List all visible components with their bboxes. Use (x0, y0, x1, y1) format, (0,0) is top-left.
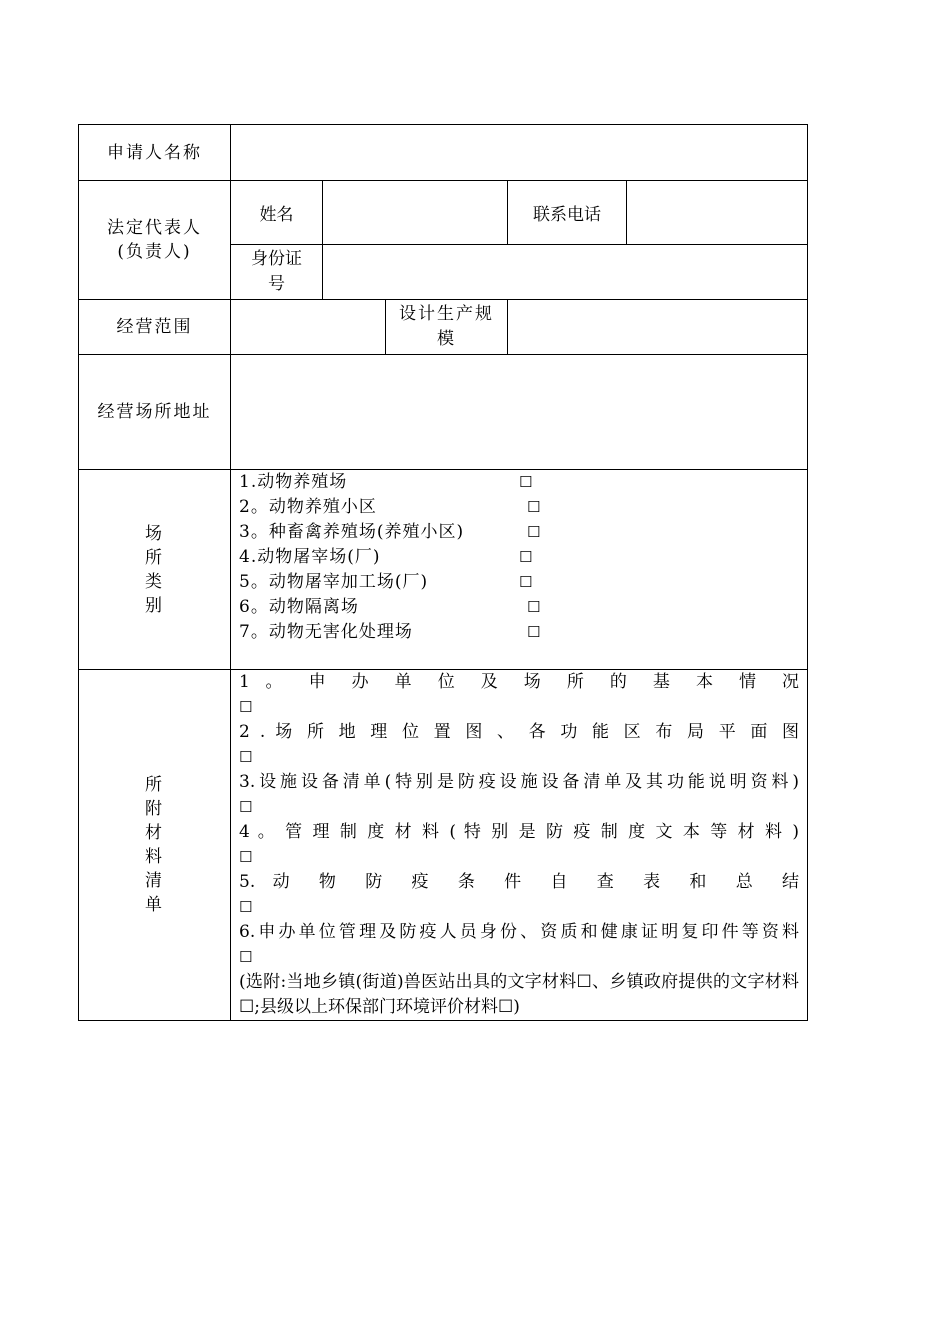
id-label-line1: 身份证 (251, 249, 302, 269)
business-scope-field[interactable] (231, 300, 386, 355)
legal-rep-label-line1: 法定代表人 (107, 218, 202, 238)
checkbox-icon[interactable]: ☐ (239, 698, 253, 716)
phone-field[interactable] (627, 181, 808, 245)
category-option-text: 6。动物隔离场 (239, 597, 359, 617)
category-row (79, 470, 808, 670)
id-number-field[interactable] (323, 245, 808, 300)
category-option-5[interactable] (239, 570, 799, 595)
checkbox-icon[interactable]: ☐ (239, 948, 253, 966)
scope-row (79, 300, 808, 355)
material-item-2 (239, 720, 799, 770)
id-number-label (231, 245, 323, 300)
material-item-1 (239, 670, 799, 720)
category-label (79, 470, 231, 670)
design-scale-label (386, 300, 508, 355)
checkbox-icon[interactable]: ☐ (239, 748, 253, 766)
material-item-text: 4 。 管 理 制 度 材 料 ( 特 别 是 防 疫 制 度 文 本 等 材 料 ) (239, 822, 800, 842)
id-label-line2: 号 (268, 274, 285, 294)
materials-label-char: 单 (145, 895, 164, 915)
application-form-table (78, 124, 808, 1021)
category-option-text: 3。种畜禽养殖场(养殖小区) (239, 522, 465, 542)
checkbox-icon[interactable]: ☐ (527, 623, 541, 641)
category-label-char: 所 (145, 547, 164, 568)
category-label-char: 场 (145, 523, 164, 544)
legal-rep-label (79, 181, 231, 300)
material-item-text: 5. 动 物 防 疫 条 件 自 查 表 和 总 结 (239, 872, 800, 892)
category-options (231, 470, 808, 670)
category-option-6[interactable] (239, 595, 799, 620)
name-field[interactable] (323, 181, 508, 245)
materials-list (231, 670, 808, 1021)
phone-label: 联系电话 (508, 181, 627, 245)
category-option-text: 1.动物养殖场 (239, 472, 348, 492)
legal-rep-label-line2: (负责人) (117, 242, 192, 262)
material-item-5 (239, 870, 799, 920)
category-label-char: 别 (145, 595, 164, 616)
category-label-char: 类 (145, 571, 164, 592)
checkbox-icon[interactable]: ☐ (519, 548, 533, 566)
address-label: 经营场所地址 (79, 355, 231, 470)
checkbox-icon[interactable]: ☐ (527, 598, 541, 616)
category-option-1[interactable] (239, 470, 799, 495)
checkbox-icon[interactable]: ☐ (519, 573, 533, 591)
materials-row (79, 670, 808, 1021)
category-option-text: 7。动物无害化处理场 (239, 622, 413, 642)
material-item-6 (239, 920, 799, 970)
checkbox-icon[interactable]: ☐ (519, 473, 533, 491)
name-label: 姓名 (231, 181, 323, 245)
optional-materials-note: (选附:当地乡镇(街道)兽医站出具的文字材料☐、乡镇政府提供的文字材料☐;县级以上环保部门环境评价材料☐) (239, 972, 800, 1017)
category-option-7[interactable] (239, 620, 799, 645)
applicant-name-field[interactable] (231, 125, 808, 181)
checkbox-icon[interactable]: ☐ (527, 523, 541, 541)
checkbox-icon[interactable]: ☐ (239, 798, 253, 816)
category-option-3[interactable] (239, 520, 799, 545)
checkbox-icon[interactable]: ☐ (527, 498, 541, 516)
design-scale-line1: 设计生产规 (399, 304, 494, 324)
material-item-text: 2 . 场 所 地 理 位 置 图 、 各 功 能 区 布 局 平 面 图 (239, 722, 800, 742)
materials-label (79, 670, 231, 1021)
materials-label-char: 清 (145, 871, 164, 891)
category-option-2[interactable] (239, 495, 799, 520)
material-item-text: 1 。 申 办 单 位 及 场 所 的 基 本 情 况 (239, 672, 800, 692)
materials-label-char: 附 (145, 799, 164, 819)
design-scale-field[interactable] (508, 300, 808, 355)
category-option-text: 4.动物屠宰场(厂) (239, 547, 381, 567)
materials-label-char: 料 (145, 847, 164, 867)
address-field[interactable] (231, 355, 808, 470)
category-option-text: 5。动物屠宰加工场(厂) (239, 572, 429, 592)
applicant-row (79, 125, 808, 181)
applicant-name-label: 申请人名称 (79, 125, 231, 181)
legal-rep-row-1 (79, 181, 808, 245)
category-option-4[interactable] (239, 545, 799, 570)
address-row (79, 355, 808, 470)
category-option-text: 2。动物养殖小区 (239, 497, 377, 517)
materials-label-char: 所 (145, 775, 164, 795)
material-item-4 (239, 820, 799, 870)
business-scope-label: 经营范围 (79, 300, 231, 355)
material-item-text: 3.设施设备清单(特别是防疫设施设备清单及其功能说明资料) (239, 772, 800, 792)
checkbox-icon[interactable]: ☐ (239, 898, 253, 916)
material-item-3 (239, 770, 799, 820)
materials-label-char: 材 (145, 823, 164, 843)
checkbox-icon[interactable]: ☐ (239, 848, 253, 866)
design-scale-line2: 模 (437, 329, 456, 349)
material-item-text: 6.申办单位管理及防疫人员身份、资质和健康证明复印件等资料 (239, 922, 800, 942)
